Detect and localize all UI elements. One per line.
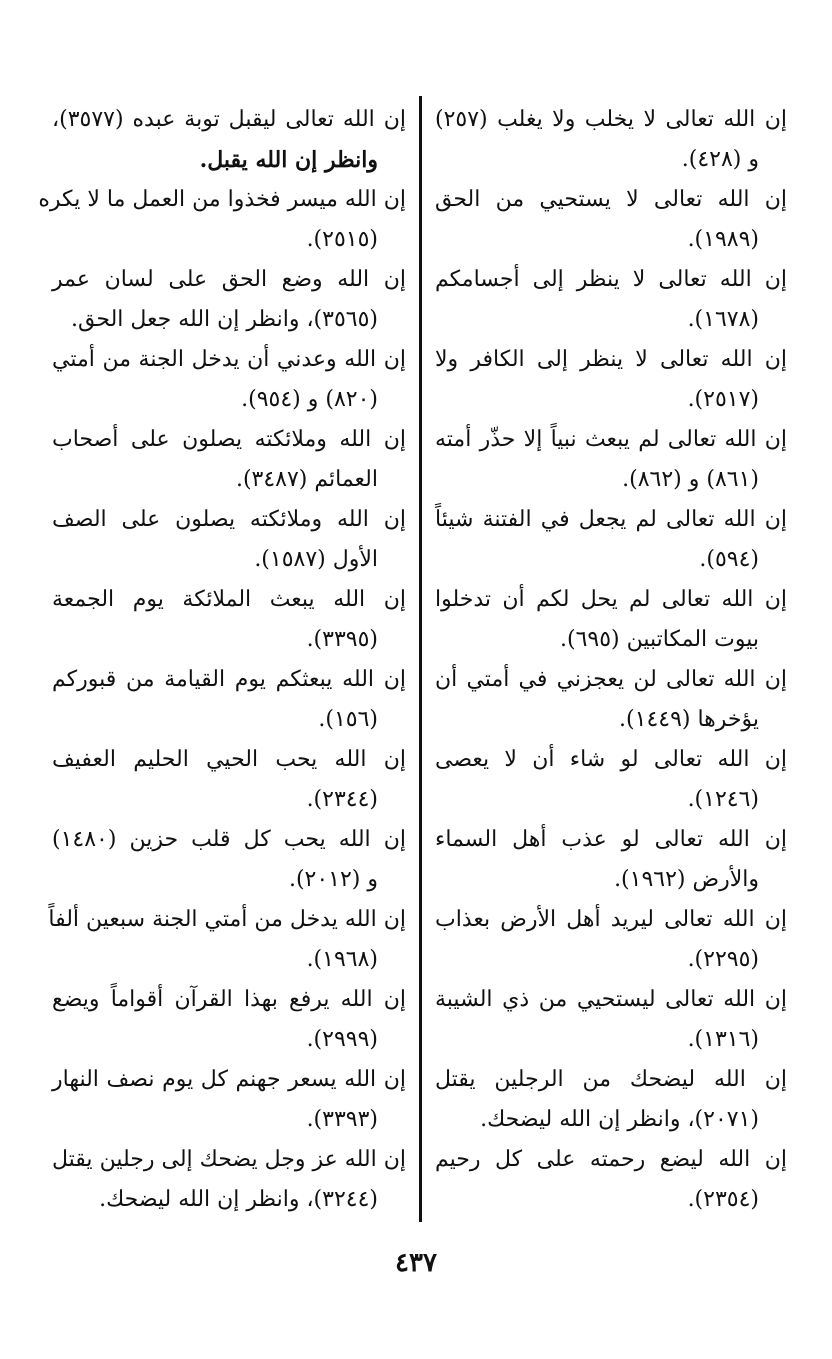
entry-line-1: إن الله يسعر جهنم كل يوم نصف النهار — [52, 1067, 406, 1092]
entry-line-2: الأول (١٥٨٧). — [254, 547, 378, 572]
entry-line-2: (١٣١٦). — [687, 1027, 759, 1052]
entry-line-2: (٨٢٠) و (٩٥٤). — [241, 387, 378, 412]
entry-line-2: العمائم (٣٤٨٧). — [235, 467, 378, 492]
entry-line-2: (١٩٦٨). — [306, 947, 378, 972]
index-column-left — [38, 100, 406, 1220]
entry-line-2: (٥٩٤). — [699, 547, 759, 572]
entry-line-1: إن الله تعالى لن يعجزني في أمتي أن — [435, 667, 787, 692]
entry-line-2: (٢٥١٥). — [306, 227, 378, 252]
entry-line-1: إن الله تعالى ليستحيي من ذي الشيبة — [435, 987, 787, 1012]
index-entry — [52, 820, 406, 900]
entry-line-1: إن الله وملائكته يصلون على الصف — [52, 507, 406, 532]
entry-line-2: (١٦٧٨). — [687, 307, 759, 332]
index-entry — [52, 740, 406, 820]
index-entry — [52, 580, 406, 660]
entry-line-1: إن الله تعالى لا ينظر إلى أجسامكم — [435, 267, 787, 292]
index-entry — [52, 1140, 406, 1220]
entry-line-2: (٢٠٧١)، وانظر إن الله ليضحك. — [480, 1107, 759, 1132]
entry-line-1: إن الله تعالى لو شاء أن لا يعصى — [435, 747, 787, 772]
index-entry — [435, 100, 787, 180]
entry-line-1: إن الله تعالى لا يستحيي من الحق — [435, 187, 787, 212]
entry-line-1: إن الله عز وجل يضحك إلى رجلين يقتل — [52, 1147, 406, 1172]
index-entry — [435, 420, 787, 500]
entry-line-1: إن الله ميسر فخذوا من العمل ما لا يكره — [38, 187, 406, 212]
index-entry — [435, 180, 787, 260]
index-entry — [435, 820, 787, 900]
index-entry — [52, 420, 406, 500]
index-entry — [52, 980, 406, 1060]
index-entry — [435, 500, 787, 580]
entry-line-2: (٣٢٤٤)، وانظر إن الله ليضحك. — [99, 1187, 378, 1212]
entry-line-1: إن الله تعالى لم يبعث نبياً إلا حذّر أمته — [435, 427, 787, 452]
index-entry — [435, 260, 787, 340]
entry-line-2: يؤخرها (١٤٤٩). — [619, 707, 759, 732]
index-entry — [52, 1060, 406, 1140]
entry-line-2: (٨٦١) و (٨٦٢). — [622, 467, 759, 492]
entry-line-2: (٣٥٦٥)، وانظر إن الله جعل الحق. — [71, 307, 378, 332]
entry-line-2: و (٢٠١٢). — [288, 867, 378, 892]
index-column-right — [435, 100, 787, 1220]
entry-line-1: إن الله تعالى لا يخلب ولا يغلب (٢٥٧) — [435, 107, 787, 132]
index-entry — [38, 180, 406, 260]
entry-line-2: (١٩٨٩). — [687, 227, 759, 252]
index-entry — [435, 340, 787, 420]
entry-line-1: إن الله تعالى لو عذب أهل السماء — [435, 827, 787, 852]
entry-line-1: إن الله تعالى لم يحل لكم أن تدخلوا — [435, 587, 787, 612]
index-entry — [52, 500, 406, 580]
entry-line-2: (٢٢٩٥). — [687, 947, 759, 972]
index-entry — [435, 580, 787, 660]
entry-line-1: إن الله وضع الحق على لسان عمر — [52, 267, 406, 292]
index-entry — [435, 1140, 787, 1220]
entry-line-1: إن الله يدخل من أمتي الجنة سبعين ألفاً — [48, 907, 406, 932]
entry-line-1: إن الله تعالى لم يجعل في الفتنة شيئاً — [435, 507, 787, 532]
entry-line-2: (٢٣٤٤). — [306, 787, 378, 812]
entry-line-1: إن الله ليضع رحمته على كل رحيم — [435, 1147, 787, 1172]
index-entry — [435, 1060, 787, 1140]
entry-line-1: إن الله يبعث الملائكة يوم الجمعة — [52, 587, 406, 612]
index-entry — [52, 660, 406, 740]
entry-line-2: (٢٣٥٤). — [687, 1187, 759, 1212]
entry-line-2: (١٢٤٦). — [687, 787, 759, 812]
index-entry — [52, 100, 406, 180]
entry-line-2: وانظر إن الله يقبل. — [199, 147, 378, 173]
entry-line-1: إن الله تعالى لا ينظر إلى الكافر ولا — [435, 347, 787, 372]
entry-line-2: (٢٩٩٩). — [306, 1027, 378, 1052]
index-entry — [435, 900, 787, 980]
entry-line-2: (٣٣٩٣). — [306, 1107, 378, 1132]
entry-line-2: (٢٥١٧). — [687, 387, 759, 412]
index-entry — [52, 340, 406, 420]
entry-line-1: إن الله يبعثكم يوم القيامة من قبوركم — [52, 667, 406, 692]
entry-line-1: إن الله يرفع بهذا القرآن أقواماً ويضع — [52, 987, 406, 1012]
index-entry — [435, 660, 787, 740]
index-entry — [435, 980, 787, 1060]
entry-line-2: (٣٣٩٥). — [306, 627, 378, 652]
entry-line-1: إن الله وعدني أن يدخل الجنة من أمتي — [52, 347, 406, 372]
entry-line-1: إن الله ليضحك من الرجلين يقتل — [435, 1067, 787, 1092]
page-number: ٤٣٧ — [395, 1248, 437, 1278]
entry-line-1: إن الله وملائكته يصلون على أصحاب — [52, 427, 406, 452]
entry-line-2: والأرض (١٩٦٢). — [614, 867, 759, 892]
entry-line-1: إن الله تعالى ليريد أهل الأرض بعذاب — [435, 907, 787, 932]
index-entry — [52, 260, 406, 340]
column-divider — [419, 96, 422, 1222]
index-entry — [48, 900, 406, 980]
entry-line-2: و (٤٢٨). — [681, 147, 759, 172]
entry-line-1: إن الله تعالى ليقبل توبة عبده (٣٥٧٧)، — [52, 107, 406, 132]
entry-line-2: (١٥٦). — [318, 707, 378, 732]
entry-line-1: إن الله يحب الحيي الحليم العفيف — [52, 747, 406, 772]
entry-line-1: إن الله يحب كل قلب حزين (١٤٨٠) — [52, 827, 406, 852]
entry-line-2: بيوت المكاتبين (٦٩٥). — [560, 627, 759, 652]
index-entry — [435, 740, 787, 820]
